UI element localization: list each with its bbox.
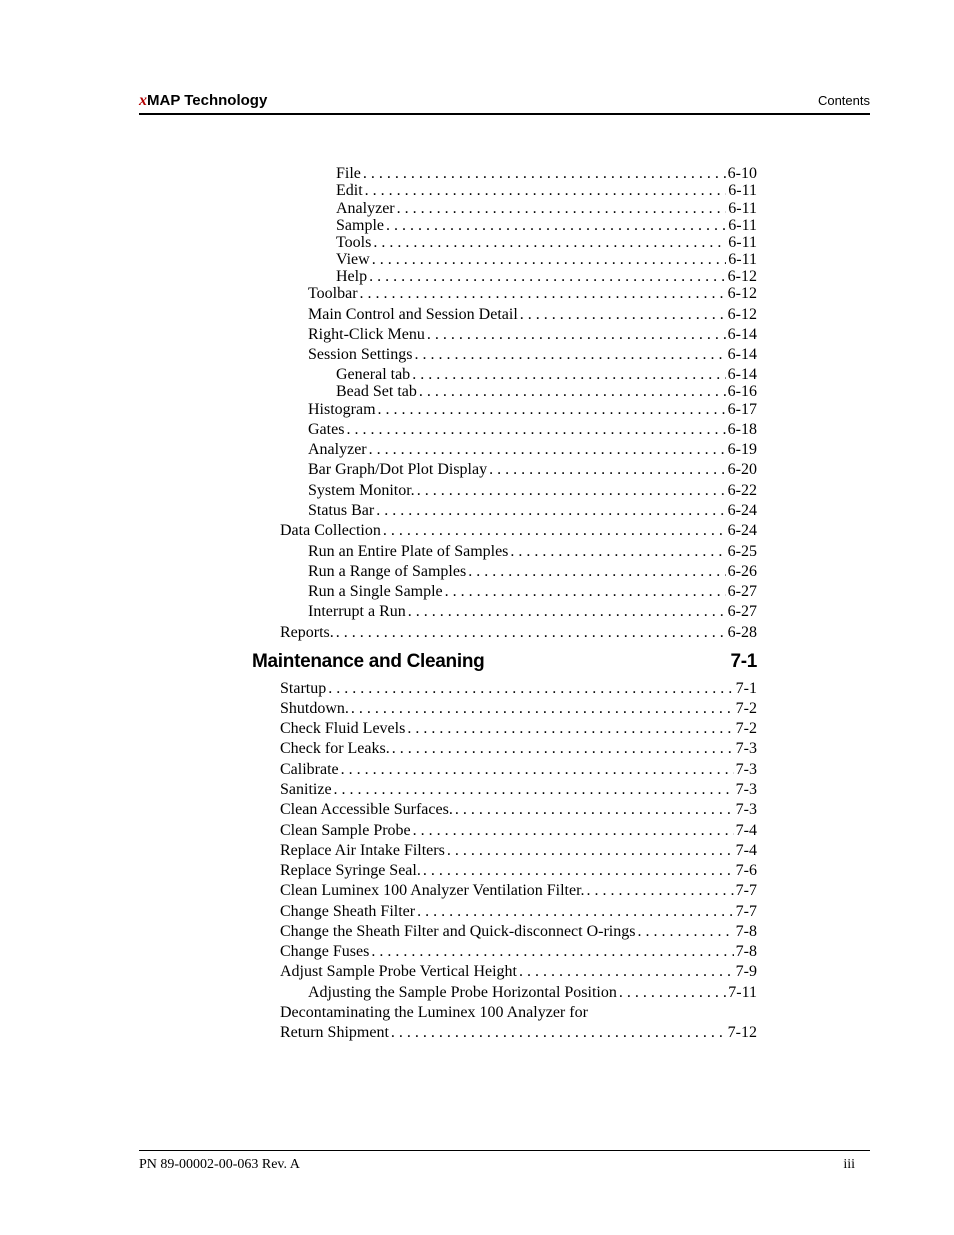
toc-entry-page: 7-1 bbox=[735, 680, 757, 697]
toc-entry-page: 7-8 bbox=[735, 923, 757, 940]
dot-leader bbox=[637, 922, 733, 942]
toc-entry-page: 7-4 bbox=[735, 822, 757, 839]
toc-entry-page: 6-18 bbox=[727, 421, 757, 438]
toc-entry[interactable] bbox=[280, 861, 757, 881]
toc-entry-title: Gates bbox=[308, 421, 345, 438]
toc-entry-title: Sanitize bbox=[280, 781, 332, 798]
toc-entry-page: 7-12 bbox=[727, 1024, 757, 1041]
dot-leader bbox=[328, 679, 733, 699]
dot-leader bbox=[376, 501, 725, 521]
toc-entry-page: 6-14 bbox=[727, 346, 757, 363]
toc-entry[interactable] bbox=[280, 962, 757, 982]
toc-entry-page: 7-8 bbox=[735, 943, 757, 960]
toc-entry-page: 6-11 bbox=[728, 182, 757, 199]
section-label: Contents bbox=[817, 93, 870, 108]
dot-leader bbox=[455, 800, 734, 820]
toc-entry-page: 6-26 bbox=[727, 563, 757, 580]
toc-entry[interactable] bbox=[308, 501, 757, 521]
toc-entry-page: 7-4 bbox=[735, 842, 757, 859]
toc-entry[interactable] bbox=[308, 345, 757, 365]
toc-entry-page: 7-2 bbox=[735, 720, 757, 737]
toc-entry-page: 7-3 bbox=[735, 761, 757, 778]
toc-entry[interactable] bbox=[280, 821, 757, 841]
toc-entry-page: 6-20 bbox=[727, 461, 757, 478]
toc-entry[interactable] bbox=[308, 284, 757, 304]
toc-entry-title: Analyzer bbox=[308, 441, 367, 458]
toc-entry-page: 6-16 bbox=[727, 383, 757, 400]
toc-entry-title: Main Control and Session Detail bbox=[308, 306, 518, 323]
dot-leader bbox=[365, 181, 727, 201]
dot-leader bbox=[407, 719, 733, 739]
toc-entry[interactable] bbox=[280, 760, 757, 780]
chapter-heading[interactable] bbox=[252, 649, 757, 675]
toc-entry-page: 6-11 bbox=[728, 217, 757, 234]
toc-entry-title: Session Settings bbox=[308, 346, 413, 363]
toc-entry[interactable] bbox=[308, 582, 757, 602]
toc-entry-page: 6-19 bbox=[727, 441, 757, 458]
toc-entry-page: 7-7 bbox=[735, 882, 757, 899]
toc-entry-title: Help bbox=[336, 268, 368, 285]
toc-entry-title: Histogram bbox=[308, 401, 376, 418]
toc-entry-page: 6-14 bbox=[727, 366, 757, 383]
toc-entry[interactable] bbox=[280, 623, 757, 643]
toc-entry[interactable] bbox=[308, 325, 757, 345]
dot-leader bbox=[619, 983, 726, 1003]
toc-entry-title: Status Bar bbox=[308, 502, 375, 519]
toc-entry-page: 6-27 bbox=[727, 603, 757, 620]
toc-entry[interactable] bbox=[308, 602, 757, 622]
toc-entry-title: Decontaminating the Luminex 100 Analyzer for bbox=[280, 1004, 588, 1021]
toc-entry[interactable] bbox=[280, 521, 757, 541]
toc-entry[interactable] bbox=[336, 181, 757, 201]
toc-entry-title: Bar Graph/Dot Plot Display bbox=[308, 461, 488, 478]
toc-entry-page: 6-12 bbox=[727, 285, 757, 302]
toc-entry-title: Change Fuses bbox=[280, 943, 370, 960]
toc-entry-title: Run an Entire Plate of Samples bbox=[308, 543, 509, 560]
toc-entry[interactable] bbox=[308, 983, 757, 1003]
page-number: iii bbox=[843, 1157, 855, 1172]
dot-leader bbox=[519, 962, 734, 982]
toc-entry[interactable] bbox=[280, 679, 757, 699]
toc-entry[interactable] bbox=[308, 481, 757, 501]
toc-entry[interactable] bbox=[280, 942, 757, 962]
dot-leader bbox=[423, 861, 734, 881]
toc-entry-title: Change the Sheath Filter and Quick-disconnect O-rings bbox=[280, 923, 636, 940]
toc-entry-title: System Monitor. bbox=[308, 482, 415, 499]
toc-entry-page: 7-7 bbox=[735, 903, 757, 920]
dot-leader bbox=[417, 481, 726, 501]
dot-leader bbox=[383, 521, 726, 541]
toc-entry-page: 7-2 bbox=[735, 700, 757, 717]
toc-entry-title: Right-Click Menu bbox=[308, 326, 425, 343]
dot-leader bbox=[447, 841, 734, 861]
toc-entry-title: Sample bbox=[336, 217, 384, 234]
dot-leader bbox=[414, 345, 725, 365]
toc-entry-page: 6-22 bbox=[727, 482, 757, 499]
toc-entry[interactable] bbox=[280, 800, 757, 820]
toc-entry[interactable] bbox=[308, 440, 757, 460]
toc-entry-title: Tools bbox=[336, 234, 372, 251]
toc-entry-page: 6-12 bbox=[727, 268, 757, 285]
toc-entry-title: Edit bbox=[336, 182, 363, 199]
dot-leader bbox=[413, 821, 734, 841]
toc-entry[interactable] bbox=[280, 881, 757, 901]
toc-entry[interactable] bbox=[280, 841, 757, 861]
dot-leader bbox=[351, 699, 734, 719]
dot-leader bbox=[391, 1023, 726, 1043]
dot-leader bbox=[587, 881, 734, 901]
dot-leader bbox=[360, 284, 726, 304]
dot-leader bbox=[417, 902, 734, 922]
toc-entry-title: Replace Syringe Seal. bbox=[280, 862, 421, 879]
toc-entry-page: 7-6 bbox=[735, 862, 757, 879]
toc-entry-title: Adjusting the Sample Probe Horizontal Position bbox=[308, 984, 617, 1001]
toc-entry-page: 6-17 bbox=[727, 401, 757, 418]
toc-entry-title: Clean Sample Probe bbox=[280, 822, 411, 839]
toc-entry-page: 6-11 bbox=[728, 200, 757, 217]
toc-entry[interactable] bbox=[336, 382, 757, 402]
toc-entry-title: Clean Luminex 100 Analyzer Ventilation Filter. bbox=[280, 882, 585, 899]
toc-entry[interactable] bbox=[308, 400, 757, 420]
toc-entry[interactable] bbox=[308, 542, 757, 562]
toc-entry-page: 6-28 bbox=[727, 624, 757, 641]
toc-entry[interactable] bbox=[308, 420, 757, 440]
toc-entry-title: Replace Air Intake Filters bbox=[280, 842, 445, 859]
toc-entry-page: 6-25 bbox=[727, 543, 757, 560]
toc-entry-title: Adjust Sample Probe Vertical Height bbox=[280, 963, 517, 980]
toc-entry-title: Change Sheath Filter bbox=[280, 903, 416, 920]
toc-entry-page: 6-11 bbox=[728, 234, 757, 251]
chapter-title: Maintenance and Cleaning bbox=[252, 651, 485, 672]
dot-leader bbox=[392, 739, 734, 759]
toc-entry[interactable] bbox=[280, 1003, 757, 1023]
toc-entry[interactable] bbox=[280, 780, 757, 800]
dot-leader bbox=[408, 602, 726, 622]
toc-entry-page: 7-3 bbox=[735, 801, 757, 818]
toc-entry-page: 6-24 bbox=[727, 502, 757, 519]
dot-leader bbox=[419, 382, 726, 402]
dot-leader bbox=[489, 460, 726, 480]
toc-entry-title: Run a Range of Samples bbox=[308, 563, 467, 580]
toc-entry-page: 6-11 bbox=[728, 251, 757, 268]
dot-leader bbox=[341, 760, 734, 780]
chapter-page: 7-1 bbox=[730, 651, 757, 672]
toc-entry-title: File bbox=[336, 165, 361, 182]
toc-entry-page: 6-10 bbox=[727, 165, 757, 182]
toc-entry-page: 7-9 bbox=[735, 963, 757, 980]
toc-entry-title: Interrupt a Run bbox=[308, 603, 406, 620]
part-number: PN 89-00002-00-063 Rev. A bbox=[139, 1157, 300, 1172]
toc-entry[interactable] bbox=[308, 562, 757, 582]
dot-leader bbox=[510, 542, 725, 562]
toc-entry-page: 7-11 bbox=[728, 984, 757, 1001]
toc-entry[interactable] bbox=[280, 739, 757, 759]
toc-entry-title: Startup bbox=[280, 680, 327, 697]
dot-leader bbox=[334, 780, 734, 800]
toc-entry-page: 6-27 bbox=[727, 583, 757, 600]
page-footer bbox=[139, 1150, 870, 1181]
brand-prefix: x bbox=[139, 92, 147, 109]
toc-entry-title: Toolbar bbox=[308, 285, 358, 302]
toc-entry-title: Check Fluid Levels bbox=[280, 720, 406, 737]
toc-entry[interactable] bbox=[280, 699, 757, 719]
toc-entry-page: 6-12 bbox=[727, 306, 757, 323]
toc-entry[interactable] bbox=[280, 922, 757, 942]
brand-name: MAP Technology bbox=[147, 92, 268, 109]
dot-leader bbox=[520, 305, 726, 325]
dot-leader bbox=[369, 440, 726, 460]
dot-leader bbox=[371, 942, 733, 962]
toc-entry-title: Clean Accessible Surfaces. bbox=[280, 801, 453, 818]
toc-entry-title: Shutdown. bbox=[280, 700, 349, 717]
toc-entry[interactable] bbox=[308, 305, 757, 325]
toc-entry-page: 7-3 bbox=[735, 781, 757, 798]
toc-entry-title: Run a Single Sample bbox=[308, 583, 443, 600]
toc-entry-title: View bbox=[336, 251, 370, 268]
dot-leader bbox=[445, 582, 726, 602]
toc-entry-title: General tab bbox=[336, 366, 411, 383]
toc-entry-title: Calibrate bbox=[280, 761, 339, 778]
toc-entry-title: Bead Set tab bbox=[336, 383, 417, 400]
toc-entry-title: Check for Leaks. bbox=[280, 740, 390, 757]
toc-entry-title: Data Collection bbox=[280, 522, 381, 539]
dot-leader bbox=[346, 420, 725, 440]
toc-entry-page: 6-14 bbox=[727, 326, 757, 343]
toc-entry-title: Return Shipment bbox=[280, 1024, 389, 1041]
toc-entry-title: Reports. bbox=[280, 624, 334, 641]
dot-leader bbox=[468, 562, 725, 582]
toc-entry[interactable] bbox=[308, 460, 757, 480]
dot-leader bbox=[378, 400, 726, 420]
toc-entry[interactable] bbox=[280, 1023, 757, 1043]
toc-entry[interactable] bbox=[280, 902, 757, 922]
toc-entry-title: Analyzer bbox=[336, 200, 395, 217]
toc-entry[interactable] bbox=[280, 719, 757, 739]
dot-leader bbox=[427, 325, 726, 345]
dot-leader bbox=[336, 623, 726, 643]
toc-entry-page: 6-24 bbox=[727, 522, 757, 539]
toc-entry-page: 7-3 bbox=[735, 740, 757, 757]
